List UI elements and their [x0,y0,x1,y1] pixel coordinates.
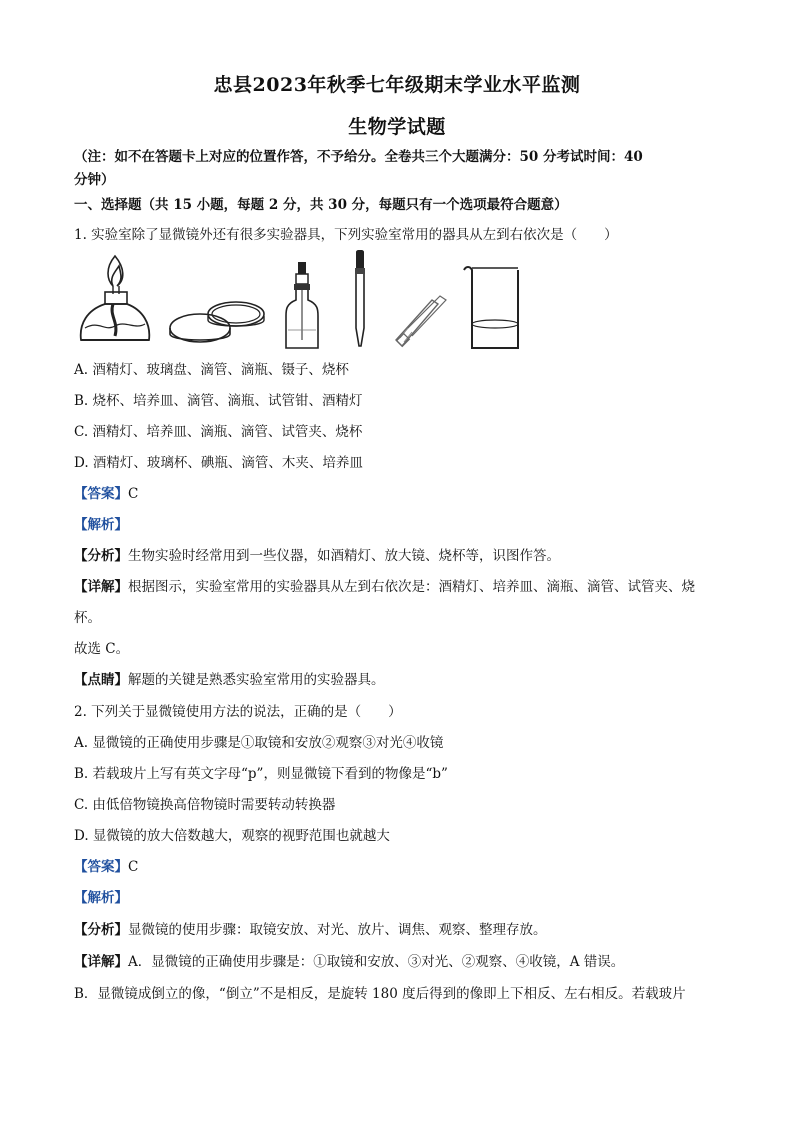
q1-option-b: B. 烧杯、培养皿、滴管、滴瓶、试管钳、酒精灯 [74,393,363,409]
xiangjie-tag: 【详解】 [74,579,128,595]
q1-stem: 1. 实验室除了显微镜外还有很多实验器具，下列实验室常用的器具从左到右依次是（ ） [74,227,618,243]
page-subtitle: 生物学试题 [348,116,446,138]
section-heading: 一、选择题（共 15 小题，每题 2 分，共 30 分，每题只有一个选项最符合题意） [74,197,568,213]
dianjing-text: 解题的关键是熟悉实验室常用的实验器具。 [128,672,385,688]
test-tube-holder-icon [392,290,452,350]
q1-option-c: C. 酒精灯、培养皿、滴瓶、滴管、试管夹、烧杯 [74,424,363,440]
q1-dianjing [74,670,734,690]
fenxi-tag: 【分析】 [74,548,128,564]
q2-option-c: C. 由低倍物镜换高倍物镜时需要转动转换器 [74,797,336,813]
q1-xiangjie [74,577,734,597]
q1-option-d: D. 酒精灯、玻璃杯、碘瓶、滴管、木夹、培养皿 [74,455,363,471]
answer-value: C [128,486,139,502]
q1-analysis-tag: 【解析】 [74,517,128,533]
fenxi-text: 生物实验时经常用到一些仪器，如酒精灯、放大镜、烧杯等，识图作答。 [128,548,560,564]
q2-xiangjie-cont: B．显微镜成倒立的像，“倒立”不是相反，是旋转 180 度后得到的像即上下相反、左右相反。若载玻片 [74,986,686,1002]
q1-option-a: A. 酒精灯、玻璃盘、滴管、滴瓶、镊子、烧杯 [74,362,349,378]
alcohol-lamp-icon [75,250,155,350]
q2-option-b: B. 若载玻片上写有英文字母“p”，则显微镜下看到的物像是“b” [74,766,448,782]
page-title: 忠县2023年秋季七年级期末学业水平监测 [213,74,581,96]
exam-note-line1: （注：如不在答题卡上对应的位置作答，不予给分。全卷共三个大题满分：50 分考试时间：40 [74,149,643,165]
fenxi-text: 显微镜的使用步骤：取镜安放、对光、放片、调焦、观察、整理存放。 [128,922,547,938]
beaker-icon [460,264,524,354]
fenxi-tag: 【分析】 [74,922,128,938]
answer-tag: 【答案】 [74,486,128,502]
q2-option-a: A. 显微镜的正确使用步骤是①取镜和安放②观察③对光④收镜 [74,735,444,751]
exam-note-line2: 分钟） [74,172,115,188]
q2-xiangjie [74,952,734,972]
q1-choose: 故选 C。 [74,641,130,657]
q1-fenxi [74,546,734,566]
q1-xiangjie-cont: 杯。 [74,610,101,626]
q1-answer [74,484,734,504]
xiangjie-text: A．显微镜的正确使用步骤是：①取镜和安放、③对光、②观察、④收镜，A 错误。 [128,954,625,970]
answer-tag: 【答案】 [74,859,128,875]
q2-option-d: D. 显微镜的放大倍数越大，观察的视野范围也就越大 [74,828,390,844]
lab-equipment-figure [70,250,530,355]
answer-value: C [128,859,139,875]
xiangjie-text: 根据图示，实验室常用的实验器具从左到右依次是：酒精灯、培养皿、滴瓶、滴管、试管夹、烧 [128,579,695,595]
dianjing-tag: 【点睛】 [74,672,128,688]
petri-dish-icon [168,290,268,350]
q2-answer [74,857,734,877]
dropper-icon [348,250,372,350]
q2-fenxi [74,920,734,940]
q2-stem: 2. 下列关于显微镜使用方法的说法，正确的是（ ） [74,704,402,720]
q2-analysis-tag: 【解析】 [74,890,128,906]
dropper-bottle-icon [282,260,322,352]
xiangjie-tag: 【详解】 [74,954,128,970]
